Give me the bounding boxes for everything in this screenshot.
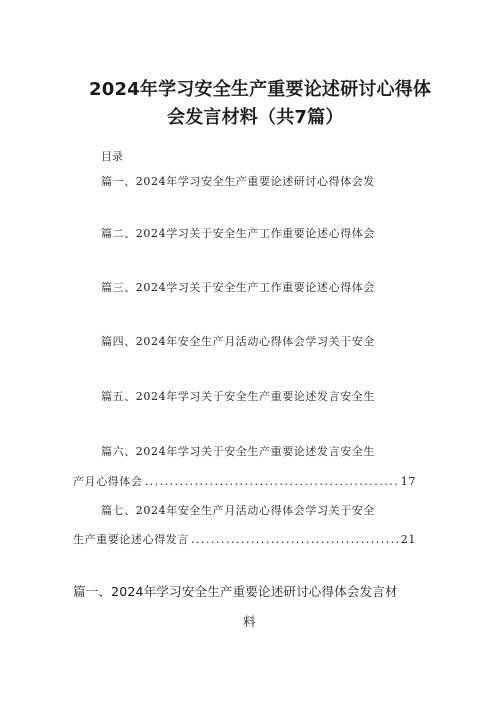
toc-entry-1[interactable]: 篇一、2024年学习安全生产重要论述研讨心得体会发: [101, 175, 375, 188]
toc-leader-dots: [191, 533, 399, 546]
toc-entry-7-line2[interactable]: [73, 531, 416, 547]
section-heading-line2: 料: [243, 614, 256, 629]
toc-entry-3[interactable]: 篇三、2024学习关于安全生产工作重要论述心得体会: [101, 281, 375, 294]
toc-entry-5[interactable]: 篇五、2024年学习关于安全生产重要论述发言安全生: [101, 390, 375, 403]
document-title-line1: 2024年学习安全生产重要论述研讨心得体: [89, 79, 432, 100]
toc-entry-6-page: 17: [400, 475, 416, 488]
toc-label: 目录: [101, 150, 123, 163]
toc-entry-6-line1[interactable]: 篇六、2024年学习关于安全生产重要论述发言安全生: [101, 445, 375, 458]
toc-entry-7-page: 21: [400, 533, 416, 546]
section-heading-line1: 篇一、2024年学习安全生产重要论述研讨心得体会发言材: [73, 584, 398, 599]
document-title-line2: 会发言材料（共7篇）: [167, 107, 344, 128]
toc-entry-6-line2[interactable]: [73, 473, 416, 489]
toc-entry-2[interactable]: 篇二、2024学习关于安全生产工作重要论述心得体会: [101, 227, 375, 240]
toc-entry-6-text: 产月心得体会: [73, 475, 143, 488]
toc-entry-7-line1[interactable]: 篇七、2024年安全生产月活动心得体会学习关于安全: [101, 504, 375, 517]
toc-entry-4[interactable]: 篇四、2024年安全生产月活动心得体会学习关于安全: [101, 335, 375, 348]
toc-leader-dots: [145, 475, 399, 488]
toc-entry-7-text: 生产重要论述心得发言: [73, 533, 189, 546]
